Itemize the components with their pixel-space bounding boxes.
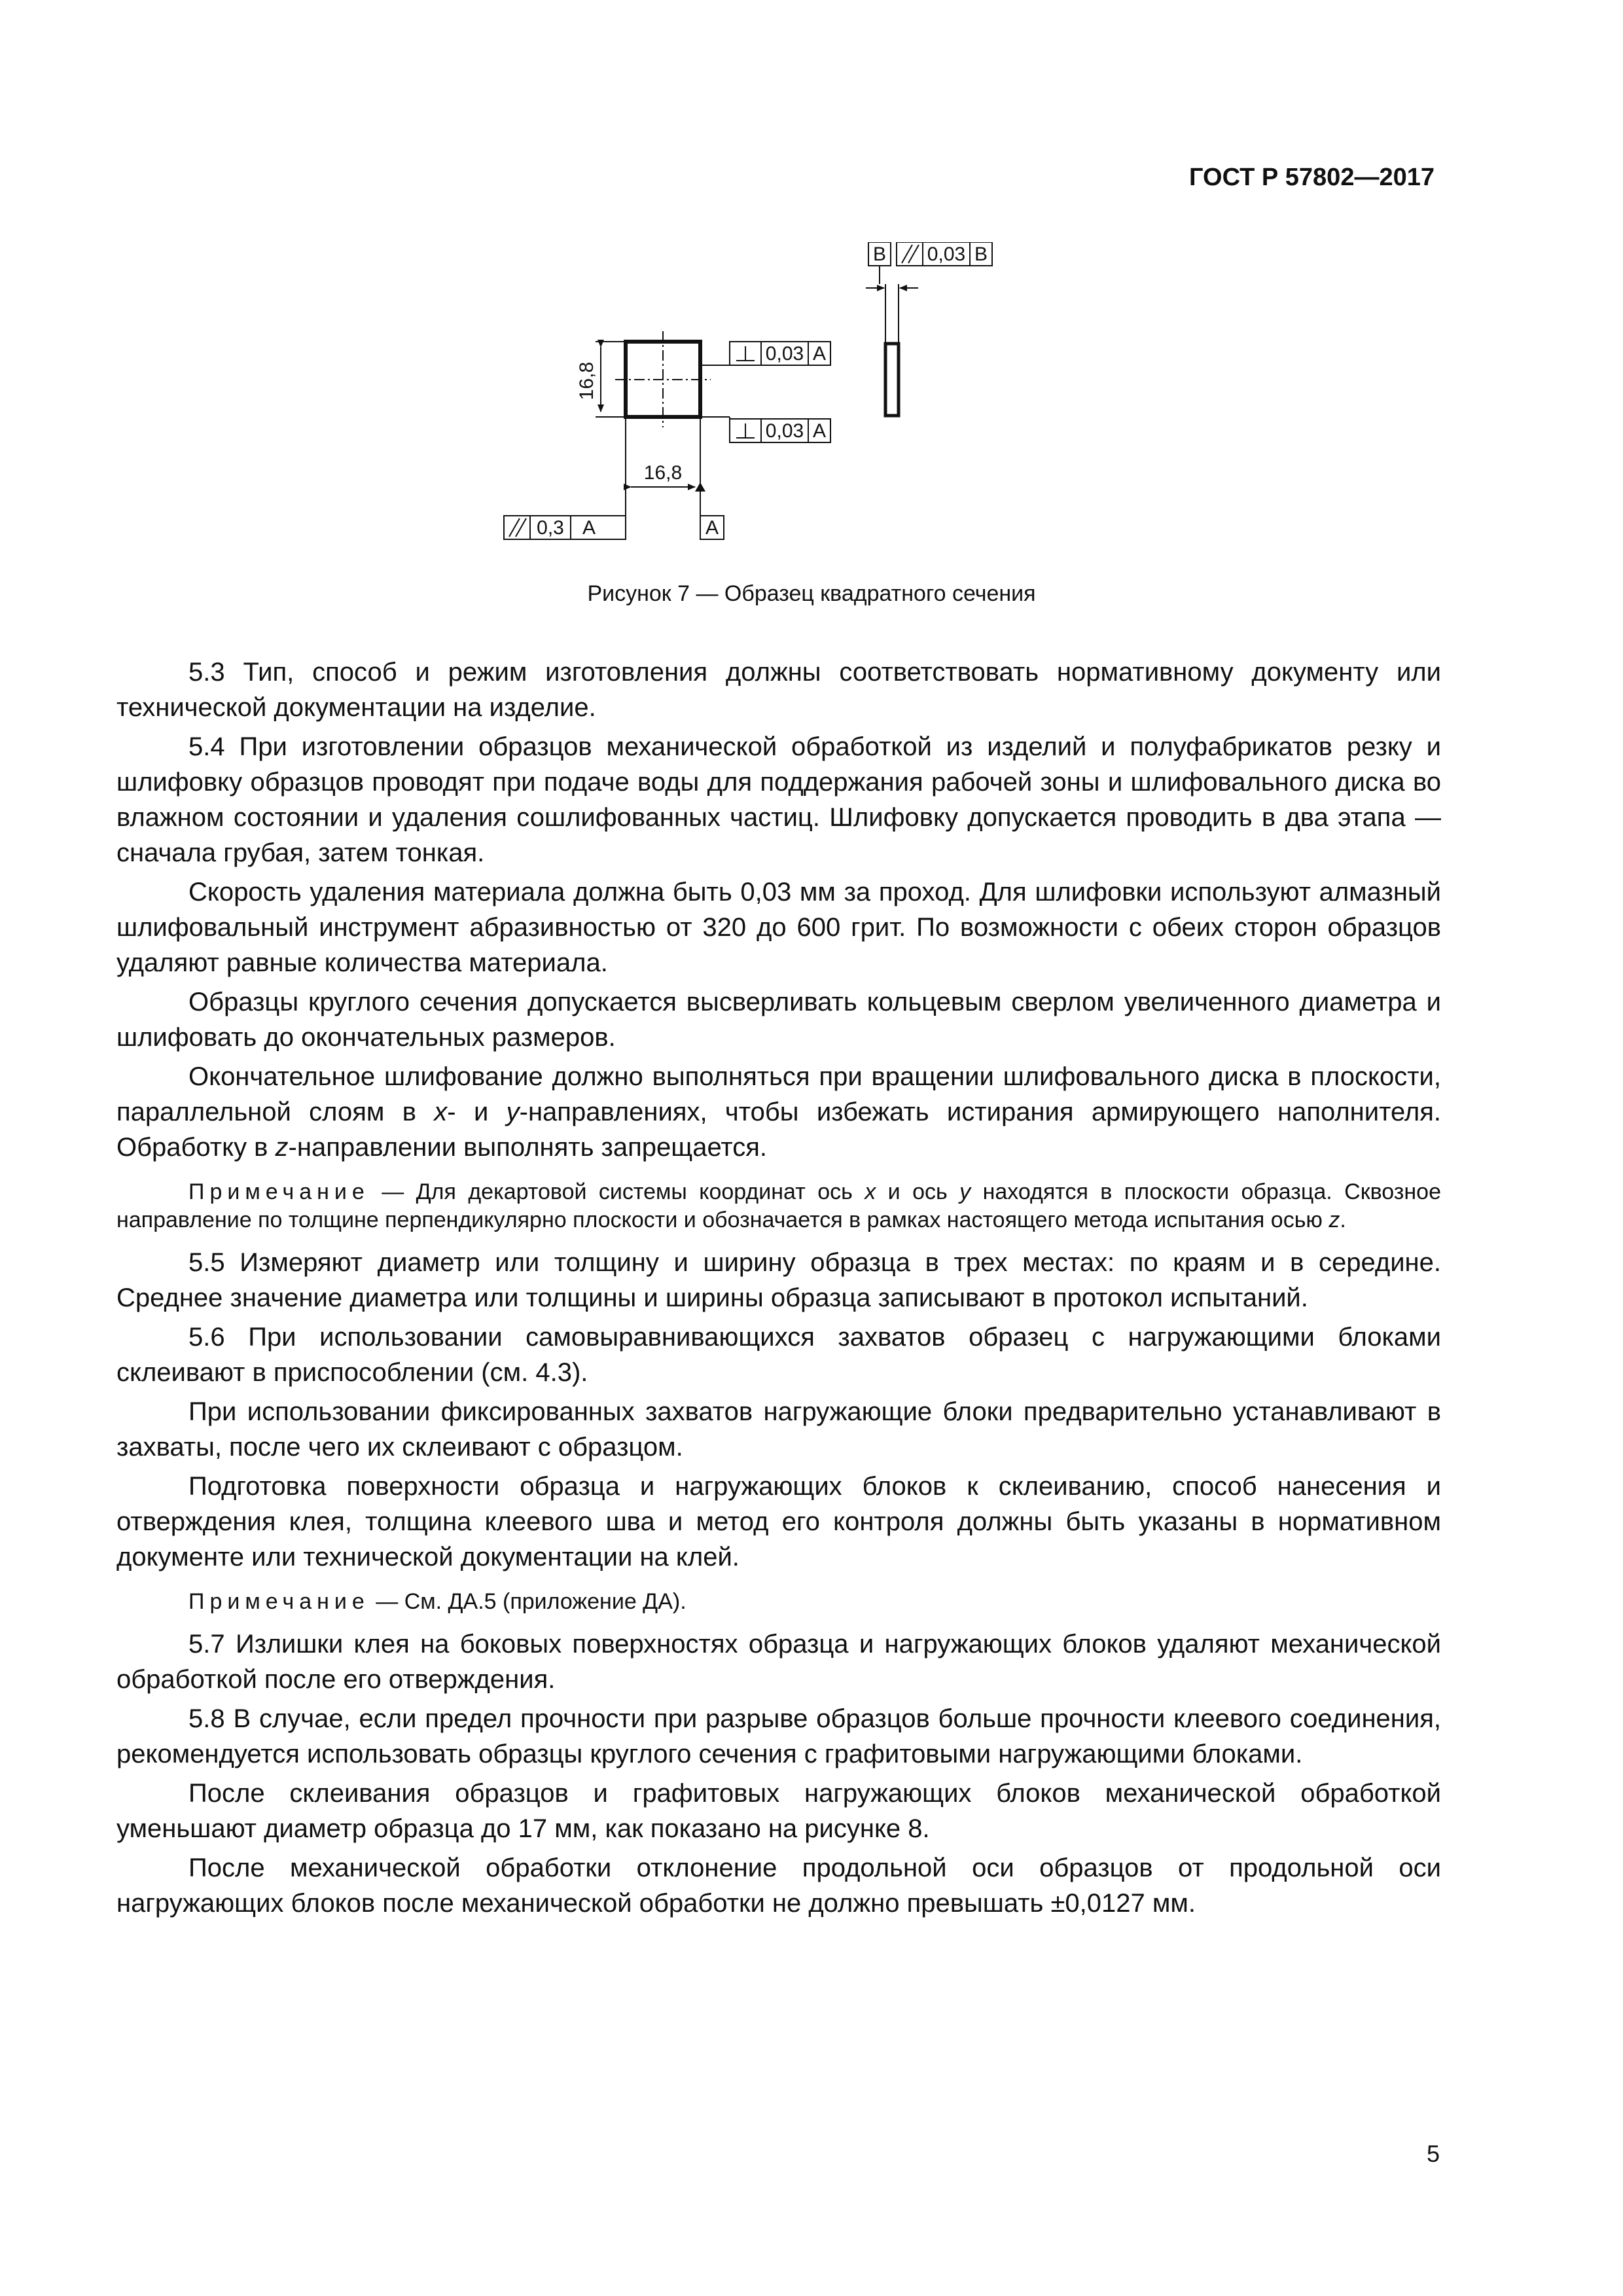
datum-a-symbol <box>700 491 724 539</box>
tolerance-value: 0,3 <box>537 517 564 539</box>
clause-number: 5.3 <box>188 658 225 687</box>
note-2 <box>116 1588 1441 1616</box>
axis-y: y <box>959 1179 971 1204</box>
paragraph: Скорость удаления материала должна быть 0,03 мм за проход. Для шлифовки используют алмазный шлифовальный инструмент абразивностью от 320 до 600 грит. По возможности с обеих сторон образцов удаляют равные количества материала. <box>116 878 1441 977</box>
text-run: -направлении выполнять запрещается. <box>288 1133 768 1162</box>
tolerance-datum: B <box>974 243 988 265</box>
text-run: . <box>1340 1208 1346 1232</box>
datum-letter: A <box>705 517 719 539</box>
body-text <box>116 655 1441 1925</box>
paragraph: При использовании фиксированных захватов нагружающие блоки предварительно устанавливают в захваты, после чего их склеивают с образцом. <box>116 1397 1441 1462</box>
text-run: — Для декартовой системы координат ось <box>369 1179 865 1204</box>
axis-y: y <box>506 1098 520 1126</box>
paragraph-text: Измеряют диаметр или толщину и ширину образца в трех местах: по краям и в середине. Среднее значение диаметра или толщины и ширины образца записывают в протокол испытаний. <box>116 1248 1441 1312</box>
paragraph-text: Излишки клея на боковых поверхностях образца и нагружающих блоков удаляют механической обработкой после его отверждения. <box>116 1630 1441 1694</box>
paragraph-text: При использовании самовыравнивающихся захватов образец с нагружающими блоками склеивают в приспособлении (см. 4.3). <box>116 1323 1441 1387</box>
paragraph-5-8 <box>116 1701 1441 1772</box>
paragraph: После склеивания образцов и графитовых нагружающих блоков механической обработкой уменьшают диаметр образца до 17 мм, как показано на рисунке 8. <box>116 1779 1441 1843</box>
tolerance-datum: A <box>582 517 596 539</box>
clause-number: 5.8 <box>188 1704 225 1733</box>
clause-number: 5.7 <box>188 1630 225 1659</box>
tolerance-value: 0,03 <box>765 420 804 442</box>
axis-z: z <box>275 1133 289 1162</box>
text-run: и ось <box>876 1179 960 1204</box>
datum-letter: B <box>872 243 887 265</box>
note-label: Примечание <box>188 1179 370 1204</box>
axis-z: z <box>1329 1208 1340 1232</box>
width-dimension-label: 16,8 <box>643 462 683 484</box>
paragraph: Образцы круглого сечения допускается высверливать кольцевым сверлом увеличенного диаметра и шлифовать до окончательных размеров. <box>116 988 1441 1052</box>
figure-7-drawing <box>484 242 1073 569</box>
paragraph-5-3 <box>116 655 1441 725</box>
height-dimension-label: 16,8 <box>576 361 597 401</box>
axis-x: x <box>865 1179 876 1204</box>
axis-x: x <box>434 1098 448 1126</box>
paragraph: Подготовка поверхности образца и нагружающих блоков к склеиванию, способ нанесения и отверждения клея, толщина клеевого шва и метод его контроля должны быть указаны в нормативном документе или технической документации на клей. <box>116 1472 1441 1571</box>
note-label: Примечание <box>188 1589 370 1614</box>
paragraph-text: При изготовлении образцов механической обработкой из изделий и полуфабрикатов резку и шлифовку образцов проводят при подаче воды для поддержания рабочей зоны и шлифовального диска во влажном состоянии и удаления сошлифованных частиц. Шлифовку допускается проводить в два этапа — сначала грубая, затем тонкая. <box>116 732 1441 867</box>
parallelism-icon <box>509 518 526 537</box>
tolerance-value: 0,03 <box>927 243 966 265</box>
technical-drawing <box>484 242 1073 569</box>
perpendicularity-icon <box>736 423 755 438</box>
text-run: - и <box>447 1098 507 1126</box>
tolerance-value: 0,03 <box>765 343 804 365</box>
clause-number: 5.5 <box>188 1248 225 1277</box>
text-run: Окончательное шлифование должно выполняться при вращении шлифовального диска в плоскости, параллельной слоям в <box>116 1062 1441 1126</box>
paragraph-5-5 <box>116 1245 1441 1316</box>
text-run: — См. ДА.5 (приложение ДА). <box>369 1589 687 1614</box>
paragraph <box>116 1059 1441 1165</box>
page-number: 5 <box>1427 2140 1440 2167</box>
paragraph-text: Тип, способ и режим изготовления должны соответствовать нормативному документу или технической документации на изделие. <box>116 658 1441 722</box>
paragraph-5-4 <box>116 729 1441 870</box>
clause-number: 5.4 <box>188 732 225 761</box>
text-run: -направлениях, чтобы избежать истирания армирующего наполнителя. Обработку в <box>116 1098 1442 1162</box>
parallelism-icon <box>902 245 919 263</box>
perpendicularity-frame-top <box>730 342 830 365</box>
paragraph-text: В случае, если предел прочности при разрыве образцов больше прочности клеевого соединения, рекомендуется использовать образцы круглого сечения с графитовыми нагружающими блоками. <box>116 1704 1441 1768</box>
parallelism-frame-left <box>504 516 626 539</box>
paragraph-5-7 <box>116 1626 1441 1697</box>
clause-number: 5.6 <box>188 1323 225 1352</box>
perpendicularity-icon <box>736 346 755 361</box>
side-view-specimen <box>885 344 899 416</box>
datum-b-symbol <box>868 242 891 284</box>
text-run: находятся в плоскости образца. Сквозное направление по толщине перпендикулярно плоскости и обозначается в рамках настоящего метода испытания осью <box>116 1179 1441 1232</box>
paragraph: После механической обработки отклонение продольной оси образцов от продольной оси нагружающих блоков после механической обработки не должно превышать ±0,0127 мм. <box>116 1854 1441 1918</box>
note-1 <box>116 1178 1441 1234</box>
perpendicularity-frame-bottom <box>730 419 830 442</box>
tolerance-datum: A <box>812 343 827 365</box>
figure-caption: Рисунок 7 — Образец квадратного сечения <box>587 581 1036 606</box>
parallelism-frame-right <box>897 242 992 266</box>
document-header: ГОСТ Р 57802—2017 <box>1189 164 1435 191</box>
tolerance-datum: A <box>812 420 827 442</box>
paragraph-5-6 <box>116 1319 1441 1390</box>
